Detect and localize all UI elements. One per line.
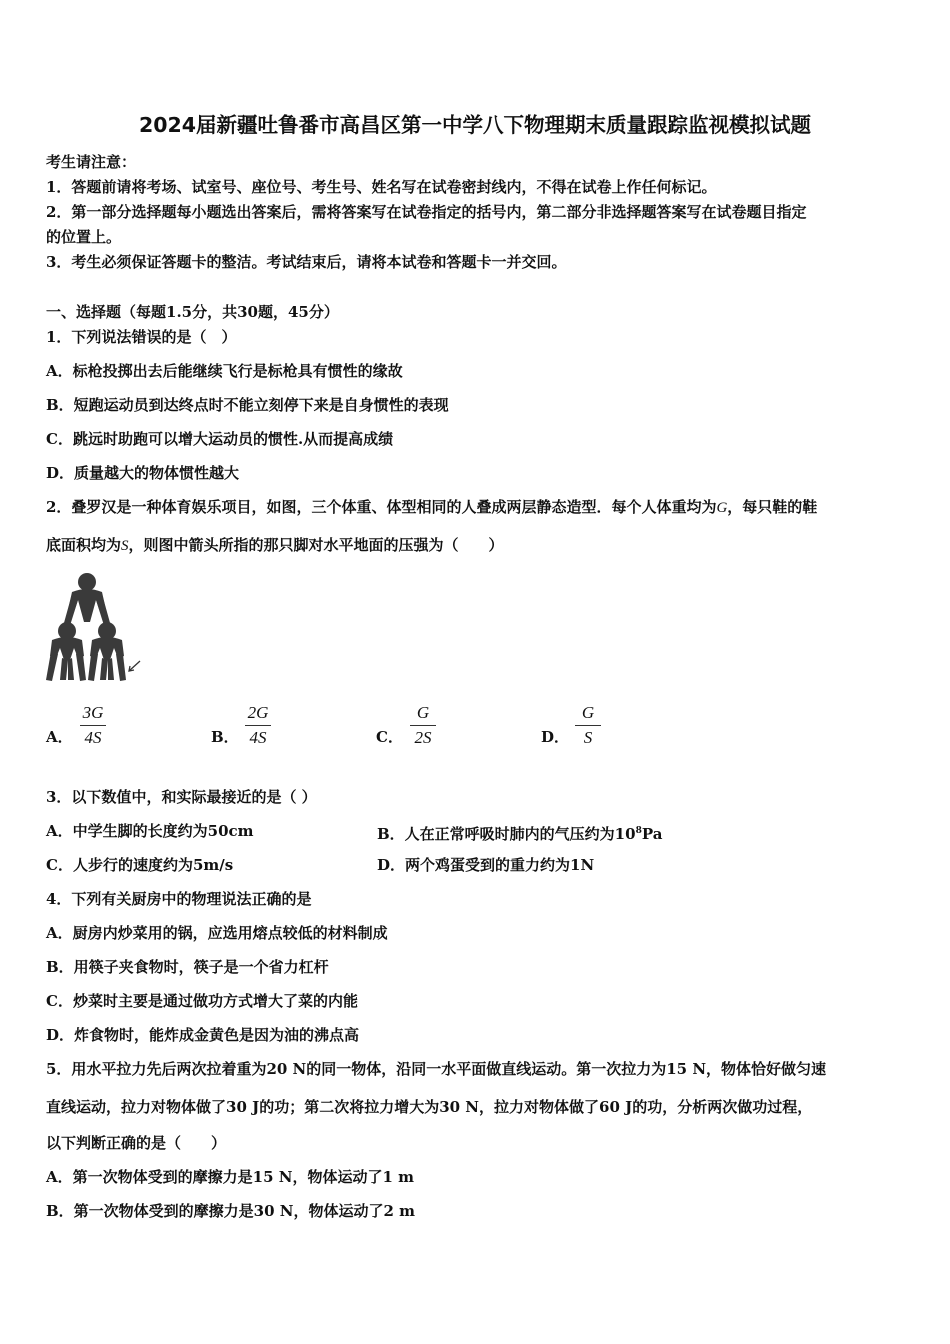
q4-option-a: A．厨房内炒菜用的锅，应选用熔点较低的材料制成 (46, 924, 388, 942)
q1-option-c: C．跳远时助跑可以增大运动员的惯性.从而提高成绩 (46, 430, 394, 448)
notice-heading: 考生请注意： (46, 153, 137, 171)
q5-stem-line2: 直线运动，拉力对物体做了30 J的功；第二次将拉力增大为30 N，拉力对物体做了60 J的功，分析两次做功过程， (46, 1098, 813, 1116)
notice-item-2-cont: 的位置上。 (46, 228, 122, 246)
q3-option-d: D．两个鸡蛋受到的重力约为1N (377, 856, 595, 874)
q2-stem-line1: 2．叠罗汉是一种体育娱乐项目，如图，三个体重、体型相同的人叠成两层静态造型．每个人体重均为G，每只鞋的鞋 (46, 498, 818, 516)
notice-item-2: 2．第一部分选择题每小题选出答案后，需将答案写在试卷指定的括号内，第二部分非选择题答案写在试卷题目指定 (46, 203, 807, 221)
q2-option-b-fraction: 2G 4S (243, 702, 273, 749)
q4-option-d: D．炸食物时，能炸成金黄色是因为油的沸点高 (46, 1026, 360, 1044)
notice-item-1: 1．答题前请将考场、试室号、座位号、考生号、姓名写在试卷密封线内，不得在试卷上作任何标记。 (46, 178, 717, 196)
q4-option-b: B．用筷子夹食物时，筷子是一个省力杠杆 (46, 958, 329, 976)
q1-option-a: A．标枪投掷出去后能继续飞行是标枪具有惯性的缘故 (46, 362, 403, 380)
section-heading: 一、选择题（每题1.5分，共30题，45分） (46, 303, 339, 321)
q5-option-a: A．第一次物体受到的摩擦力是15 N，物体运动了1 m (46, 1168, 414, 1186)
q1-option-d: D．质量越大的物体惯性越大 (46, 464, 240, 482)
q3-stem: 3．以下数值中，和实际最接近的是（ ） (46, 788, 317, 806)
q5-option-b: B．第一次物体受到的摩擦力是30 N，物体运动了2 m (46, 1202, 416, 1220)
q2-option-d-fraction: G S (573, 702, 603, 749)
q1-stem: 1．下列说法错误的是（ ） (46, 328, 237, 346)
q3-option-c: C．人步行的速度约为5m/s (46, 856, 234, 874)
q4-option-c: C．炒菜时主要是通过做功方式增大了菜的内能 (46, 992, 358, 1010)
q5-stem-line1: 5．用水平拉力先后两次拉着重为20 N的同一物体，沿同一水平面做直线运动。第一次拉力为15 N，物体恰好做匀速 (46, 1060, 827, 1078)
q2-option-a-fraction: 3G 4S (78, 702, 108, 749)
q5-stem-line3: 以下判断正确的是（ ） (46, 1134, 227, 1152)
q3-option-a: A．中学生脚的长度约为50cm (46, 822, 254, 840)
q3-option-b: B．人在正常呼吸时肺内的气压约为$10^8Pa$ (377, 825, 663, 843)
q2-option-c-fraction: G 2S (408, 702, 438, 749)
q1-option-b: B．短跑运动员到达终点时不能立刻停下来是自身惯性的表现 (46, 396, 449, 414)
q2-stem-line2: 底面积均为S，则图中箭头所指的那只脚对水平地面的压强为（ ） (46, 536, 504, 554)
q4-stem: 4．下列有关厨房中的物理说法正确的是 (46, 890, 312, 908)
human-pyramid-figure (40, 570, 150, 686)
exam-title: 2024届新疆吐鲁番市高昌区第一中学八下物理期末质量跟踪监视模拟试题 (138, 113, 812, 137)
notice-item-3: 3．考生必须保证答题卡的整洁。考试结束后，请将本试卷和答题卡一并交回。 (46, 253, 567, 271)
